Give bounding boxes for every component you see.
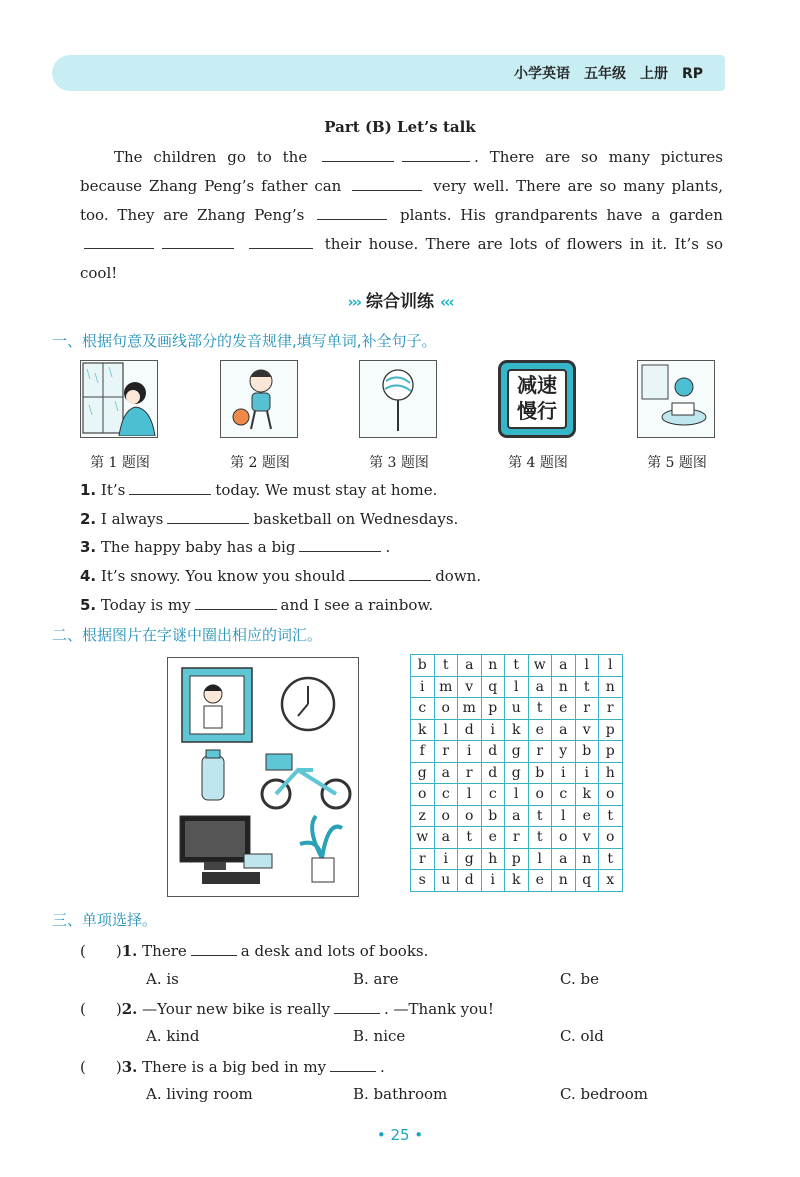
grid-cell[interactable]: w xyxy=(528,655,552,677)
grid-cell[interactable]: t xyxy=(528,698,552,720)
q2-heading: 二、根据图片在字谜中圈出相应的词汇。 xyxy=(52,626,323,644)
word-puzzle-picture xyxy=(167,657,359,897)
grid-row xyxy=(411,848,623,870)
grid-row xyxy=(411,784,623,806)
grid-cell[interactable]: l xyxy=(458,784,482,806)
option-2c[interactable]: C. old xyxy=(560,1027,604,1045)
blank[interactable] xyxy=(317,203,387,220)
grid-cell[interactable]: l xyxy=(599,655,623,677)
grid-cell[interactable]: o xyxy=(599,784,623,806)
grid-cell[interactable]: a xyxy=(434,762,458,784)
grid-cell[interactable]: o xyxy=(552,827,576,849)
grid-cell[interactable]: q xyxy=(481,676,505,698)
section-banner xyxy=(0,287,800,312)
grid-cell[interactable]: b xyxy=(575,741,599,763)
blank[interactable] xyxy=(334,999,380,1014)
q1-item-5: 5. Today is my and I see a rainbow. xyxy=(80,596,434,614)
grid-cell[interactable]: y xyxy=(552,741,576,763)
blank[interactable] xyxy=(195,595,277,610)
blank[interactable] xyxy=(322,145,394,162)
grid-cell[interactable]: i xyxy=(481,719,505,741)
grid-cell[interactable]: t xyxy=(575,676,599,698)
grid-cell[interactable]: p xyxy=(599,719,623,741)
grid-row xyxy=(411,698,623,720)
grid-cell[interactable]: q xyxy=(575,870,599,892)
blank[interactable] xyxy=(249,232,313,249)
grid-cell[interactable]: a xyxy=(505,805,529,827)
option-1a[interactable]: A. is xyxy=(146,970,179,988)
passage-s1: The children go to the xyxy=(114,148,308,166)
option-1b[interactable]: B. are xyxy=(353,970,399,988)
mc-question-2: ( )2. —Your new bike is really . —Thank you! xyxy=(80,1000,494,1018)
grid-cell[interactable]: d xyxy=(481,762,505,784)
caption-4: 第 4 题图 xyxy=(508,455,568,471)
sign-line-1: 减速 xyxy=(517,373,557,397)
grid-cell[interactable]: t xyxy=(599,805,623,827)
grid-cell[interactable]: c xyxy=(434,784,458,806)
grid-cell[interactable]: c xyxy=(481,784,505,806)
grid-cell[interactable]: h xyxy=(481,848,505,870)
blank[interactable] xyxy=(129,480,211,495)
grid-cell[interactable]: e xyxy=(575,805,599,827)
grid-cell[interactable]: m xyxy=(458,698,482,720)
part-title: Part (B) Let’s talk xyxy=(324,118,476,136)
grid-cell[interactable]: e xyxy=(528,870,552,892)
q1-item-3: 3. The happy baby has a big . xyxy=(80,538,391,556)
grid-row xyxy=(411,762,623,784)
blank[interactable] xyxy=(299,537,381,552)
picture-rainy-window xyxy=(80,360,158,438)
grid-cell[interactable]: g xyxy=(505,741,529,763)
grid-cell[interactable]: e xyxy=(528,719,552,741)
sign-text xyxy=(507,369,567,429)
grid-cell[interactable]: t xyxy=(458,827,482,849)
grid-cell[interactable]: t xyxy=(505,655,529,677)
grid-cell[interactable]: a xyxy=(552,848,576,870)
mc-question-1: ( )1. There a desk and lots of books. xyxy=(80,942,429,960)
grid-cell[interactable]: n xyxy=(552,870,576,892)
mc-question-3: ( )3. There is a big bed in my . xyxy=(80,1058,385,1076)
grid-cell[interactable]: d xyxy=(481,741,505,763)
blank[interactable] xyxy=(352,174,422,191)
grid-cell[interactable]: d xyxy=(458,719,482,741)
grid-cell[interactable]: u xyxy=(505,698,529,720)
question-number: 1. xyxy=(121,942,138,960)
grid-cell[interactable]: e xyxy=(552,698,576,720)
word-search-grid xyxy=(410,654,623,892)
passage-s5: their house. There are lots of flowers in it. It’s so cool! xyxy=(80,235,723,282)
grid-cell[interactable]: k xyxy=(575,784,599,806)
grid-row xyxy=(411,719,623,741)
caption-5: 第 5 题图 xyxy=(647,455,707,471)
grid-cell[interactable]: i xyxy=(481,870,505,892)
grid-cell[interactable]: i xyxy=(458,741,482,763)
grid-cell[interactable]: r xyxy=(411,848,435,870)
grid-cell[interactable]: n xyxy=(481,655,505,677)
grid-row xyxy=(411,870,623,892)
grid-cell[interactable]: c xyxy=(411,698,435,720)
answer-paren[interactable]: ( ) xyxy=(80,1000,122,1018)
grid-cell[interactable]: l xyxy=(505,676,529,698)
grid-cell[interactable]: u xyxy=(434,870,458,892)
grid-cell[interactable]: x xyxy=(599,870,623,892)
q1-item-2: 2. I always basketball on Wednesdays. xyxy=(80,510,459,528)
grid-cell[interactable]: o xyxy=(458,805,482,827)
passage-s2: . There are so many pictures because Zhang Peng’s father can xyxy=(80,148,724,195)
grid-cell[interactable]: f xyxy=(411,741,435,763)
header-text: 小学英语 五年级 上册 RP xyxy=(513,66,703,82)
question-number: 3. xyxy=(121,1058,138,1076)
chevron-left-icon: ‹‹‹ xyxy=(440,293,453,311)
grid-cell[interactable]: a xyxy=(434,827,458,849)
grid-cell[interactable]: o xyxy=(599,827,623,849)
grid-cell[interactable]: n xyxy=(552,676,576,698)
question-number: 2. xyxy=(121,1000,138,1018)
grid-row xyxy=(411,805,623,827)
grid-cell[interactable]: p xyxy=(505,848,529,870)
answer-paren[interactable]: ( ) xyxy=(80,1058,122,1076)
passage-s4: plants. His grandparents have a garden xyxy=(399,206,723,224)
grid-row xyxy=(411,741,623,763)
grid-cell[interactable]: o xyxy=(411,784,435,806)
q1-item-4: 4. It’s snowy. You know you should down. xyxy=(80,567,482,585)
grid-cell[interactable]: i xyxy=(434,848,458,870)
grid-cell[interactable]: k xyxy=(411,719,435,741)
grid-cell[interactable]: p xyxy=(481,698,505,720)
picture-lollipop xyxy=(359,360,437,438)
grid-cell[interactable]: z xyxy=(411,805,435,827)
grid-cell[interactable]: c xyxy=(552,784,576,806)
grid-cell[interactable]: o xyxy=(434,805,458,827)
grid-cell[interactable]: b xyxy=(411,655,435,677)
grid-cell[interactable]: g xyxy=(458,848,482,870)
grid-cell[interactable]: h xyxy=(599,762,623,784)
blank[interactable] xyxy=(167,509,249,524)
grid-cell[interactable]: o xyxy=(528,784,552,806)
grid-cell[interactable]: p xyxy=(599,741,623,763)
blank[interactable] xyxy=(84,232,154,249)
grid-cell[interactable]: v xyxy=(575,719,599,741)
grid-cell[interactable]: a xyxy=(458,655,482,677)
q1-item-1: 1. It’s today. We must stay at home. xyxy=(80,481,438,499)
option-3b[interactable]: B. bathroom xyxy=(353,1085,448,1103)
grid-cell[interactable]: k xyxy=(505,719,529,741)
option-2a[interactable]: A. kind xyxy=(146,1027,200,1045)
blank[interactable] xyxy=(349,566,431,581)
q1-heading: 一、根据句意及画线部分的发音规律,填写单词,补全句子。 xyxy=(52,332,437,350)
grid-cell[interactable]: r xyxy=(458,762,482,784)
grid-cell[interactable]: w xyxy=(411,827,435,849)
grid-cell[interactable]: l xyxy=(434,719,458,741)
picture-slow-down-sign xyxy=(498,360,576,438)
grid-cell[interactable]: b xyxy=(528,762,552,784)
grid-cell[interactable]: r xyxy=(599,698,623,720)
answer-paren[interactable]: ( ) xyxy=(80,942,122,960)
grid-cell[interactable]: t xyxy=(434,655,458,677)
caption-1: 第 1 题图 xyxy=(90,455,150,471)
blank[interactable] xyxy=(191,941,237,956)
grid-cell[interactable]: g xyxy=(411,762,435,784)
grid-cell[interactable]: l xyxy=(528,848,552,870)
blank[interactable] xyxy=(402,145,470,162)
header-bar xyxy=(52,55,725,91)
grid-cell[interactable]: r xyxy=(575,698,599,720)
option-2b[interactable]: B. nice xyxy=(353,1027,406,1045)
grid-cell[interactable]: i xyxy=(575,762,599,784)
grid-row xyxy=(411,655,623,677)
grid-cell[interactable]: l xyxy=(575,655,599,677)
grid-cell[interactable]: a xyxy=(552,655,576,677)
grid-cell[interactable]: m xyxy=(434,676,458,698)
picture-boy-basketball xyxy=(220,360,298,438)
picture-birthday xyxy=(637,360,715,438)
section-title: 综合训练 xyxy=(366,292,434,312)
grid-cell[interactable]: v xyxy=(458,676,482,698)
grid-cell[interactable]: r xyxy=(434,741,458,763)
passage-s3: very well. There are so many plants, too. They are Zhang Peng’s xyxy=(80,177,723,224)
grid-cell[interactable]: e xyxy=(481,827,505,849)
option-3a[interactable]: A. living room xyxy=(146,1085,253,1103)
passage xyxy=(80,143,723,288)
grid-cell[interactable]: n xyxy=(575,848,599,870)
caption-2: 第 2 题图 xyxy=(230,455,290,471)
sign-line-2: 慢行 xyxy=(517,399,557,423)
option-3c[interactable]: C. bedroom xyxy=(560,1085,649,1103)
grid-row xyxy=(411,676,623,698)
grid-cell[interactable]: t xyxy=(528,827,552,849)
grid-cell[interactable]: b xyxy=(481,805,505,827)
chevron-right-icon: ››› xyxy=(347,293,360,311)
blank[interactable] xyxy=(162,232,234,249)
grid-cell[interactable]: o xyxy=(434,698,458,720)
caption-3: 第 3 题图 xyxy=(369,455,429,471)
grid-cell[interactable]: i xyxy=(411,676,435,698)
grid-cell[interactable]: r xyxy=(505,827,529,849)
grid-cell[interactable]: n xyxy=(599,676,623,698)
grid-cell[interactable]: l xyxy=(552,805,576,827)
grid-cell[interactable]: a xyxy=(552,719,576,741)
grid-cell[interactable]: a xyxy=(528,676,552,698)
grid-cell[interactable]: r xyxy=(528,741,552,763)
grid-cell[interactable]: k xyxy=(505,870,529,892)
grid-cell[interactable]: t xyxy=(528,805,552,827)
grid-cell[interactable]: i xyxy=(552,762,576,784)
page-number: • 25 • xyxy=(376,1126,424,1144)
grid-row xyxy=(411,827,623,849)
grid-cell[interactable]: t xyxy=(599,848,623,870)
grid-cell[interactable]: v xyxy=(575,827,599,849)
grid-cell[interactable]: d xyxy=(458,870,482,892)
grid-cell[interactable]: g xyxy=(505,762,529,784)
option-1c[interactable]: C. be xyxy=(560,970,599,988)
blank[interactable] xyxy=(330,1057,376,1072)
q3-heading: 三、单项选择。 xyxy=(52,911,158,929)
grid-cell[interactable]: l xyxy=(505,784,529,806)
grid-cell[interactable]: s xyxy=(411,870,435,892)
